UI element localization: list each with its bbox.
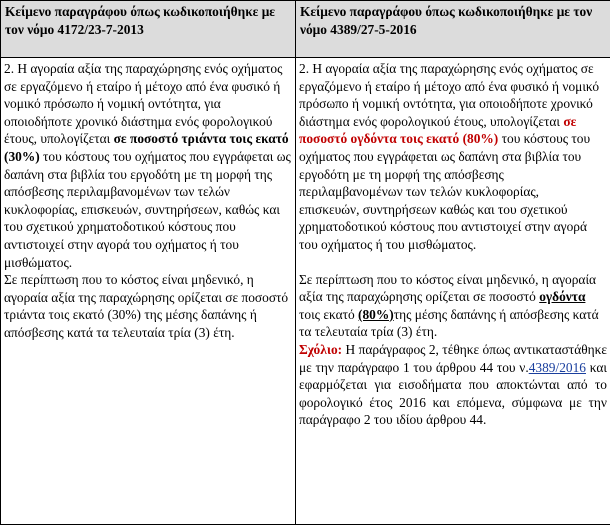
right-p2-text-end: της μέσης δαπάνης ή απόσβεσης κατά τα τελευταία τρία (3) έτη. (299, 306, 599, 340)
right-p1-highlight: σε ποσοστό ογδόντα τοις εκατό (80%) (299, 113, 577, 147)
right-p2-underlined-word: ογδόντα (539, 289, 586, 305)
right-p1-text-cont: του κόστους του οχήματος που εγγράφεται ως δαπάνη στα βιβλία του εργοδότη με τη μορφή της απόσβεσης περιλαμβανομένων των τελών κυκλοφορίας, (299, 131, 591, 200)
right-p1-text: 2. Η αγοραία αξία της παραχώρησης ενός οχήματος σε εργαζόμενο ή εταίρο ή μέτοχο από ένα φυσικό ή νομικό πρόσωπο ή νομική οντότητα, για οποιοδήποτε χρονικό διάστημα ενός φορολογικού έτους, υπολογίζεται (299, 61, 600, 129)
law-link[interactable]: 4389/2016 (528, 359, 586, 375)
right-p2-underlined-percent: (80%) (358, 306, 394, 322)
header-right: Κείμενο παραγράφου όπως κωδικοποιήθηκε με τον νόμο 4389/27-5-2016 (296, 1, 610, 58)
left-p1-highlight: σε ποσοστό τριάντα τοις εκατό (30%) (4, 131, 289, 164)
header-left: Κείμενο παραγράφου όπως κωδικοποιήθηκε με τον νόμο 4172/23-7-2013 (1, 1, 296, 58)
right-paragraph-1-cont: επισκευών, συντηρήσεων καθώς και του σχετικού χρηματοδοτικού κόστους που αντιστοιχεί στην αγορά του οχήματος ή του μισθώματος. (299, 201, 587, 252)
comment-text: Η παράγραφος 2, τέθηκε όπως αντικαταστάθηκε με την παράγραφο 1 του άρθρου 44 του ν. (299, 341, 607, 375)
right-p2-text-mid: τοις εκατό (299, 306, 359, 322)
right-p2-text: Σε περίπτωση που το κόστος είναι μηδενικό, η αγοραία αξία της παραχώρησης ορίζεται σε ποσοστό (299, 271, 597, 305)
header-row (1, 1, 610, 58)
left-p1-text: 2. Η αγοραία αξία της παραχώρησης ενός οχήματος σε εργαζόμενο ή εταίρο ή μέτοχο από ένα φυσικό ή νομικό πρόσωπο ή νομική οντότητα, για οποιοδήποτε χρονικό διάστημα ενός φορολογικού έτους, υπολογίζεται (4, 61, 283, 147)
right-column (296, 58, 610, 525)
comment-paragraph (299, 341, 607, 429)
left-paragraph-2: Σε περίπτωση που το κόστος είναι μηδενικό, η αγοραία αξία της παραχώρησης ορίζεται σε ποσοστό τριάντα τοις εκατό (30%) της μέσης δαπάνης ή απόσβεσης κατά τα τελευταία τρία (3) έτη. (4, 272, 289, 340)
right-paragraph-1 (299, 60, 607, 201)
left-p1-text-cont: του κόστους του οχήματος που εγγράφεται ως δαπάνη στα βιβλία του εργοδότη με τη μορφή της απόσβεσης περιλαμβανομένων των τελών κυκλοφορίας, επισκευών, συντηρήσεων, καθώς και του σχετικού χρηματοδοτικού κόστους που αντιστοιχεί στην αγορά του οχήματος ή του μισθώματος. (4, 148, 291, 270)
comment-text-cont: και εφαρμόζεται για εισοδήματα που αποκτώνται από το φορολογικό έτος 2016 και επόμενα, σύμφωνα με την παράγραφο 2 του ιδίου άρθρου 44. (299, 359, 607, 428)
body-row (1, 58, 610, 525)
comment-label: Σχόλιο: (299, 341, 343, 357)
left-paragraph-1 (4, 60, 292, 271)
left-column (1, 58, 296, 525)
paragraph-spacer (299, 254, 607, 271)
right-paragraph-2 (299, 271, 607, 341)
